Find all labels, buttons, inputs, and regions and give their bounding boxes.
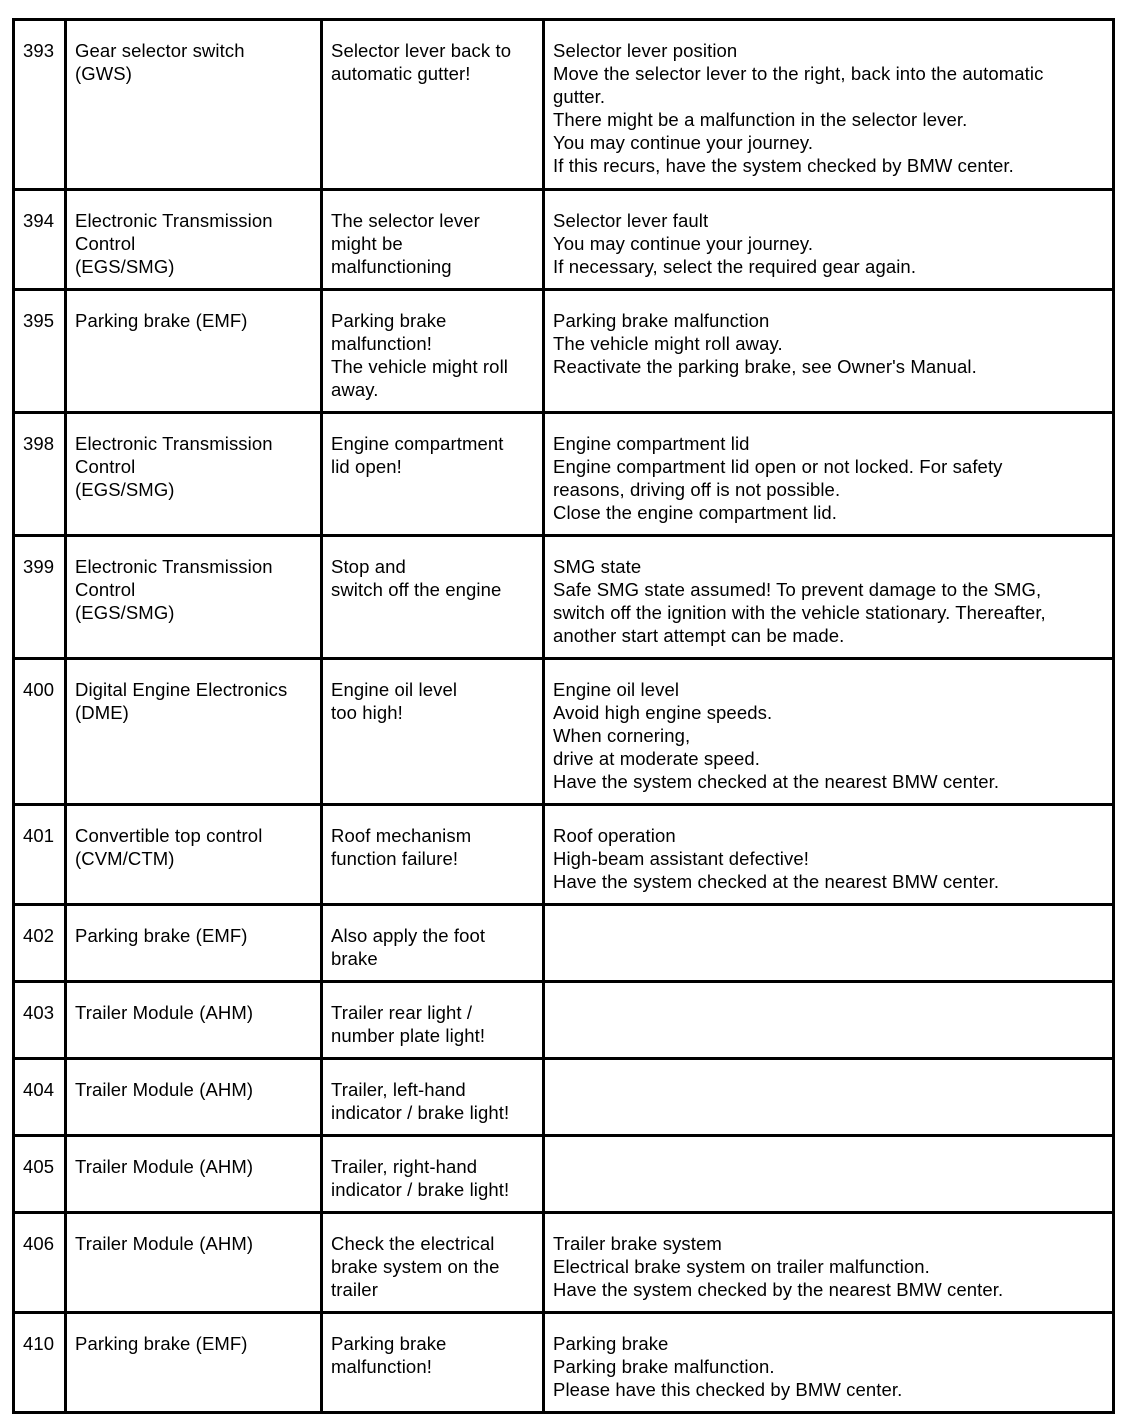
code-cell: 402 <box>14 905 66 982</box>
system-line: Parking brake (EMF) <box>75 1333 248 1354</box>
message-cell <box>322 1313 544 1413</box>
description-line: There might be a malfunction in the selector lever. <box>553 109 968 130</box>
code-cell: 398 <box>14 413 66 536</box>
description-cell <box>544 905 1114 982</box>
description-cell <box>544 659 1114 805</box>
table-body <box>14 20 1114 1413</box>
message-line: Check the electrical <box>331 1233 495 1254</box>
system-line: Control <box>75 579 136 600</box>
system-cell <box>66 1136 322 1213</box>
message-cell <box>322 905 544 982</box>
system-line: Trailer Module (AHM) <box>75 1233 254 1254</box>
table-row <box>14 1136 1114 1213</box>
message-cell <box>322 1213 544 1313</box>
message-cell <box>322 290 544 413</box>
system-line: (EGS/SMG) <box>75 256 175 277</box>
message-cell <box>322 1136 544 1213</box>
system-cell <box>66 20 322 190</box>
system-line: Parking brake (EMF) <box>75 310 248 331</box>
code-cell: 405 <box>14 1136 66 1213</box>
description-line: reasons, driving off is not possible. <box>553 479 841 500</box>
message-line: indicator / brake light! <box>331 1179 510 1200</box>
message-cell <box>322 659 544 805</box>
description-line: When cornering, <box>553 725 691 746</box>
message-cell <box>322 190 544 290</box>
description-line: Close the engine compartment lid. <box>553 502 838 523</box>
message-line: indicator / brake light! <box>331 1102 510 1123</box>
system-cell <box>66 290 322 413</box>
description-line: Parking brake <box>553 1333 669 1354</box>
description-line: Avoid high engine speeds. <box>553 702 773 723</box>
message-line: Trailer rear light / <box>331 1002 473 1023</box>
description-line: Please have this checked by BMW center. <box>553 1379 903 1400</box>
system-line: Control <box>75 456 136 477</box>
message-cell <box>322 1059 544 1136</box>
code-cell: 393 <box>14 20 66 190</box>
message-line: Stop and <box>331 556 406 577</box>
table-row <box>14 1313 1114 1413</box>
message-line: Parking brake <box>331 1333 447 1354</box>
code-cell: 410 <box>14 1313 66 1413</box>
message-line: brake system on the <box>331 1256 500 1277</box>
system-cell <box>66 536 322 659</box>
system-cell <box>66 1213 322 1313</box>
code-cell: 400 <box>14 659 66 805</box>
code-cell: 403 <box>14 982 66 1059</box>
description-line: another start attempt can be made. <box>553 625 845 646</box>
message-line: Trailer, left-hand <box>331 1079 466 1100</box>
message-line: Selector lever back to <box>331 40 512 61</box>
message-cell <box>322 805 544 905</box>
description-line: If this recurs, have the system checked by BMW center. <box>553 155 1014 176</box>
message-line: too high! <box>331 702 403 723</box>
system-line: Electronic Transmission <box>75 556 273 577</box>
description-line: Electrical brake system on trailer malfunction. <box>553 1256 930 1277</box>
message-line: Trailer, right-hand <box>331 1156 478 1177</box>
description-line: You may continue your journey. <box>553 233 814 254</box>
message-line: Engine oil level <box>331 679 458 700</box>
description-line: The vehicle might roll away. <box>553 333 783 354</box>
message-line: Parking brake <box>331 310 447 331</box>
message-line: automatic gutter! <box>331 63 471 84</box>
system-line: (GWS) <box>75 63 133 84</box>
table-row <box>14 190 1114 290</box>
system-cell <box>66 905 322 982</box>
check-control-table-container <box>12 18 1112 1414</box>
message-line: The selector lever <box>331 210 480 231</box>
system-cell <box>66 413 322 536</box>
description-line: Parking brake malfunction <box>553 310 770 331</box>
message-cell <box>322 413 544 536</box>
description-cell <box>544 20 1114 190</box>
message-cell <box>322 20 544 190</box>
description-line: Trailer brake system <box>553 1233 722 1254</box>
system-line: Parking brake (EMF) <box>75 925 248 946</box>
message-line: switch off the engine <box>331 579 502 600</box>
system-line: Electronic Transmission <box>75 433 273 454</box>
system-line: Digital Engine Electronics <box>75 679 288 700</box>
system-line: Gear selector switch <box>75 40 245 61</box>
code-cell: 401 <box>14 805 66 905</box>
description-line: SMG state <box>553 556 642 577</box>
message-line: Also apply the foot <box>331 925 486 946</box>
message-line: Roof mechanism <box>331 825 472 846</box>
code-cell: 406 <box>14 1213 66 1313</box>
system-line: Trailer Module (AHM) <box>75 1079 254 1100</box>
system-line: (DME) <box>75 702 129 723</box>
system-line: Electronic Transmission <box>75 210 273 231</box>
system-line: Trailer Module (AHM) <box>75 1156 254 1177</box>
code-cell: 394 <box>14 190 66 290</box>
description-cell <box>544 1136 1114 1213</box>
message-line: malfunction! <box>331 1356 432 1377</box>
system-cell <box>66 1313 322 1413</box>
description-cell <box>544 1059 1114 1136</box>
code-cell: 395 <box>14 290 66 413</box>
system-line: Control <box>75 233 136 254</box>
description-cell <box>544 536 1114 659</box>
message-line: away. <box>331 379 379 400</box>
message-cell <box>322 982 544 1059</box>
message-line: lid open! <box>331 456 402 477</box>
system-line: (EGS/SMG) <box>75 602 175 623</box>
description-line: Parking brake malfunction. <box>553 1356 775 1377</box>
message-line: The vehicle might roll <box>331 356 508 377</box>
system-cell <box>66 805 322 905</box>
table-row <box>14 659 1114 805</box>
description-cell <box>544 1313 1114 1413</box>
description-line: Have the system checked at the nearest BMW center. <box>553 871 1000 892</box>
system-cell <box>66 190 322 290</box>
description-line: switch off the ignition with the vehicle stationary. Thereafter, <box>553 602 1046 623</box>
description-line: Selector lever fault <box>553 210 709 231</box>
table-row <box>14 536 1114 659</box>
description-line: gutter. <box>553 86 606 107</box>
description-line: Engine compartment lid <box>553 433 750 454</box>
message-line: trailer <box>331 1279 378 1300</box>
code-cell: 404 <box>14 1059 66 1136</box>
description-line: High-beam assistant defective! <box>553 848 809 869</box>
message-line: malfunction! <box>331 333 432 354</box>
description-cell <box>544 805 1114 905</box>
table-row <box>14 982 1114 1059</box>
table-row <box>14 20 1114 190</box>
description-line: Have the system checked at the nearest BMW center. <box>553 771 1000 792</box>
message-line: brake <box>331 948 378 969</box>
message-cell <box>322 536 544 659</box>
description-line: Reactivate the parking brake, see Owner's Manual. <box>553 356 977 377</box>
table-row <box>14 1213 1114 1313</box>
description-line: You may continue your journey. <box>553 132 814 153</box>
description-line: Roof operation <box>553 825 676 846</box>
description-cell <box>544 290 1114 413</box>
table-row <box>14 805 1114 905</box>
message-line: malfunctioning <box>331 256 452 277</box>
message-line: might be <box>331 233 403 254</box>
description-cell <box>544 1213 1114 1313</box>
description-line: If necessary, select the required gear again. <box>553 256 917 277</box>
description-line: drive at moderate speed. <box>553 748 761 769</box>
message-line: function failure! <box>331 848 459 869</box>
description-line: Safe SMG state assumed! To prevent damage to the SMG, <box>553 579 1042 600</box>
system-line: (CVM/CTM) <box>75 848 175 869</box>
description-line: Move the selector lever to the right, back into the automatic <box>553 63 1044 84</box>
description-cell <box>544 190 1114 290</box>
system-line: (EGS/SMG) <box>75 479 175 500</box>
description-cell <box>544 982 1114 1059</box>
table-row <box>14 905 1114 982</box>
table-row <box>14 1059 1114 1136</box>
description-line: Have the system checked by the nearest BMW center. <box>553 1279 1004 1300</box>
code-cell: 399 <box>14 536 66 659</box>
system-line: Trailer Module (AHM) <box>75 1002 254 1023</box>
system-cell <box>66 1059 322 1136</box>
description-cell <box>544 413 1114 536</box>
description-line: Selector lever position <box>553 40 738 61</box>
system-cell <box>66 982 322 1059</box>
system-cell <box>66 659 322 805</box>
message-line: number plate light! <box>331 1025 486 1046</box>
table-row <box>14 290 1114 413</box>
table-row <box>14 413 1114 536</box>
check-control-table <box>12 18 1115 1414</box>
system-line: Convertible top control <box>75 825 263 846</box>
message-line: Engine compartment <box>331 433 504 454</box>
description-line: Engine oil level <box>553 679 680 700</box>
description-line: Engine compartment lid open or not locked. For safety <box>553 456 1003 477</box>
